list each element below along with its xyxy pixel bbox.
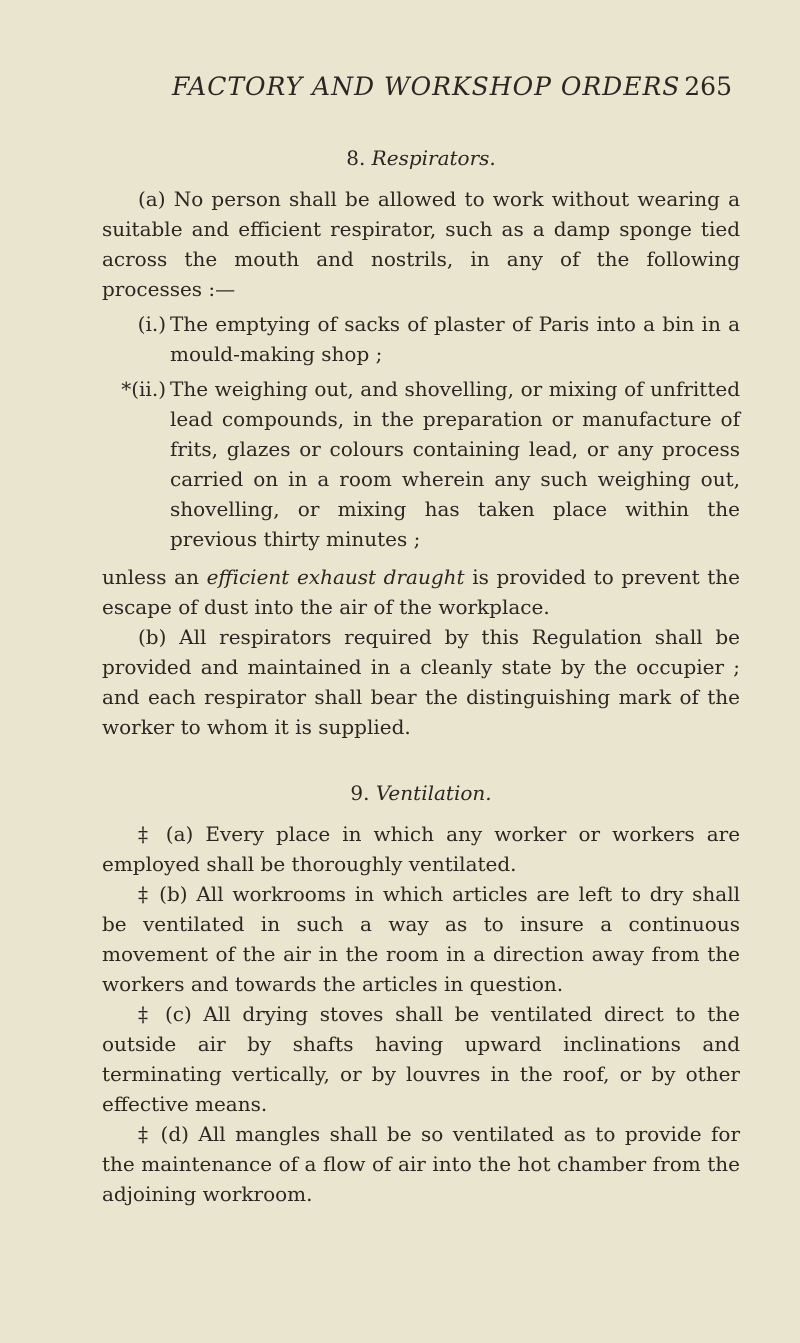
body-text xyxy=(102,143,740,1209)
paragraph-8a xyxy=(102,184,740,304)
dagger-mark: ‡ xyxy=(138,1122,152,1146)
paragraph-text: No person shall be allowed to work without wearing a suitable and efficient respirator, such as a damp sponge tied across the mouth and nostrils, in any of the following processes :— xyxy=(102,187,740,301)
paragraph-text: All workrooms in which articles are left to dry shall be ventilated in such a way as to insure a continuous movement of the air in the room in a direction away from the workers and towards the articles in question. xyxy=(102,882,741,996)
section-number: 9. xyxy=(350,781,370,805)
paragraph-label: (a) xyxy=(165,822,194,846)
list-item xyxy=(102,309,740,369)
list-item xyxy=(102,374,740,554)
section-heading-respirators xyxy=(102,143,740,173)
paragraph-unless xyxy=(102,562,740,622)
section-number: 8. xyxy=(346,146,366,170)
list-item-text: The emptying of sacks of plaster of Paris into a bin in a mould-making shop ; xyxy=(170,312,740,366)
section-title: Respirators. xyxy=(371,146,496,170)
unless-suffix: is provided to prevent the escape of dust into the air of the workplace. xyxy=(102,565,740,619)
paragraph-label: (d) xyxy=(160,1122,189,1146)
paragraph-8b xyxy=(102,622,740,742)
paragraph-label: (c) xyxy=(164,1002,192,1026)
paragraph-9d xyxy=(102,1119,740,1209)
list-item-marker: (i.) xyxy=(137,312,166,336)
paragraph-text: Every place in which any worker or workers are employed shall be thoroughly ventilated. xyxy=(102,822,741,876)
section-heading-ventilation xyxy=(102,778,740,808)
section-spacer xyxy=(102,742,740,778)
page-number: 265 xyxy=(684,72,732,101)
list-item-marker: *(ii.) xyxy=(121,377,166,401)
unless-prefix: unless an xyxy=(102,565,199,589)
paragraph-text: All respirators required by this Regulation shall be provided and maintained in a cleanly state by the occupier ; and each respirator shall bear the distinguishing mark of the worker to whom it is supplied. xyxy=(102,625,740,739)
paragraph-label: (a) xyxy=(138,187,166,211)
dagger-mark: ‡ xyxy=(138,1002,154,1026)
emphasis-text: efficient exhaust draught xyxy=(206,565,465,589)
section-title: Ventilation. xyxy=(375,781,492,805)
paragraph-text: All mangles shall be so ventilated as to provide for the maintenance of a flow of air into the hot chamber from the adjoining workroom. xyxy=(102,1122,741,1206)
paragraph-9a xyxy=(102,819,740,879)
dagger-mark: ‡ xyxy=(138,882,151,906)
paragraph-9c xyxy=(102,999,740,1119)
paragraph-label: (b) xyxy=(138,625,167,649)
paragraph-text: All drying stoves shall be ventilated direct to the outside air by shafts having upward inclinations and terminating vertically, or by louvres in the roof, or by other effective means. xyxy=(102,1002,740,1116)
dagger-mark: ‡ xyxy=(138,822,154,846)
running-head-title: FACTORY AND WORKSHOP ORDERS xyxy=(172,72,681,101)
paragraph-label: (b) xyxy=(159,882,188,906)
paragraph-9b xyxy=(102,879,740,999)
list-item-text: The weighing out, and shovelling, or mixing of unfritted lead compounds, in the preparation or manufacture of frits, glazes or colours containing lead, or any process carried on in a room wherein any such weighing out, shovelling, or mixing has taken place within the previous thirty minutes ; xyxy=(170,377,740,551)
